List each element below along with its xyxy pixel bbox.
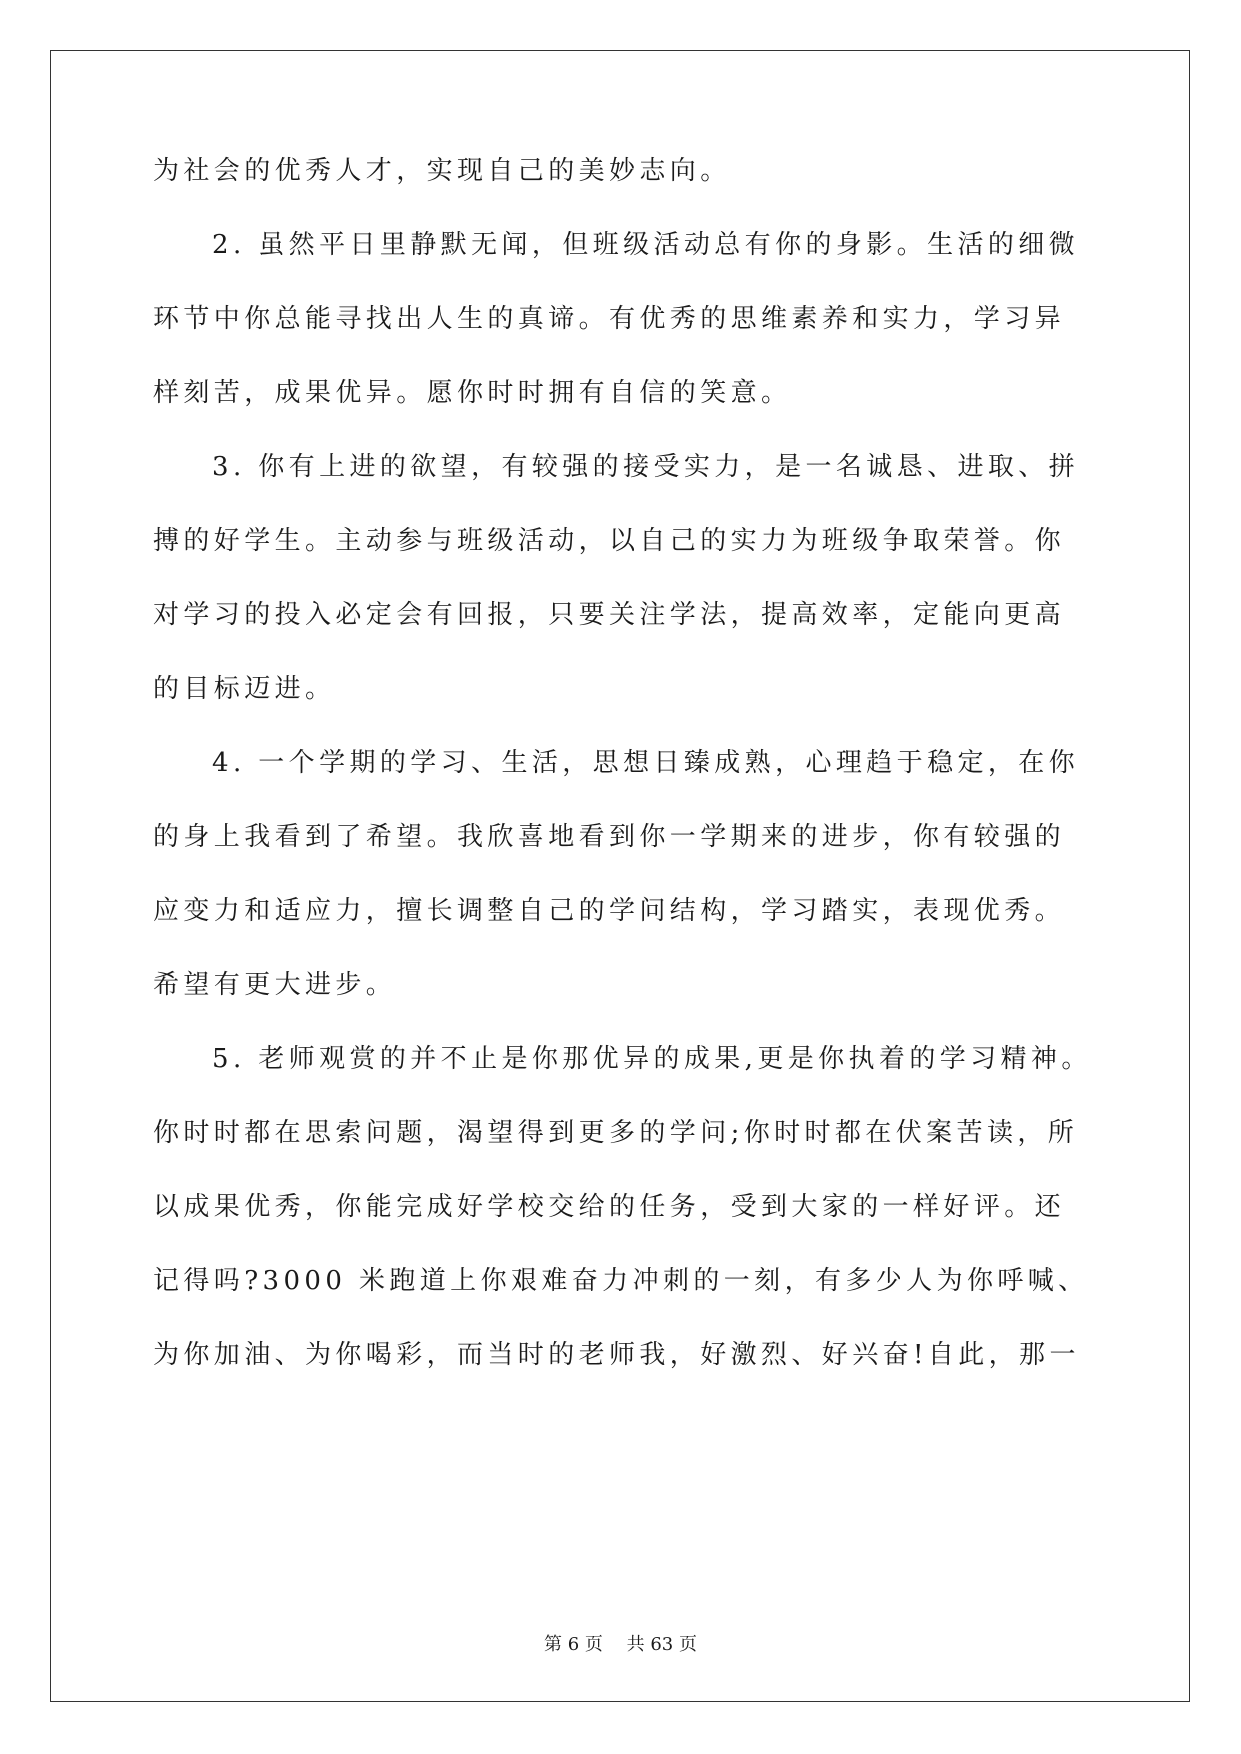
text-line: 3. 你有上进的欲望，有较强的接受实力，是一名诚恳、进取、拼 xyxy=(212,452,1080,482)
text-line: 4. 一个学期的学习、生活，思想日臻成熟，心理趋于稳定，在你 xyxy=(212,748,1080,778)
text-line: 你时时都在思索问题，渴望得到更多的学问;你时时都在伏案苦读，所 xyxy=(153,1118,1079,1148)
text-line: 的目标迈进。 xyxy=(153,674,336,704)
text-line: 环节中你总能寻找出人生的真谛。有优秀的思维素养和实力，学习异 xyxy=(153,304,1066,334)
text-line: 希望有更大进步。 xyxy=(153,970,397,1000)
page-number-label: 第 6 页 共 63 页 xyxy=(544,1634,697,1655)
text-line: 记得吗?3000 米跑道上你艰难奋力冲刺的一刻，有多少人为你呼喊、 xyxy=(153,1266,1089,1296)
page-border xyxy=(50,50,1190,1702)
text-line: 样刻苦，成果优异。愿你时时拥有自信的笑意。 xyxy=(153,378,792,408)
text-line: 为你加油、为你喝彩，而当时的老师我，好激烈、好兴奋!自此，那一 xyxy=(153,1340,1080,1370)
text-line: 的身上我看到了希望。我欣喜地看到你一学期来的进步，你有较强的 xyxy=(153,822,1066,852)
text-line: 5. 老师观赏的并不止是你那优异的成果,更是你执着的学习精神。 xyxy=(212,1044,1092,1074)
text-line: 为社会的优秀人才，实现自己的美妙志向。 xyxy=(153,156,731,186)
text-line: 以成果优秀，你能完成好学校交给的任务，受到大家的一样好评。还 xyxy=(153,1192,1066,1222)
text-line: 应变力和适应力，擅长调整自己的学问结构，学习踏实，表现优秀。 xyxy=(153,896,1066,926)
text-line: 2. 虽然平日里静默无闻，但班级活动总有你的身影。生活的细微 xyxy=(212,230,1080,260)
text-line: 对学习的投入必定会有回报，只要关注学法，提高效率，定能向更高 xyxy=(153,600,1066,630)
page-footer xyxy=(0,1630,1241,1656)
text-line: 搏的好学生。主动参与班级活动，以自己的实力为班级争取荣誉。你 xyxy=(153,526,1066,556)
